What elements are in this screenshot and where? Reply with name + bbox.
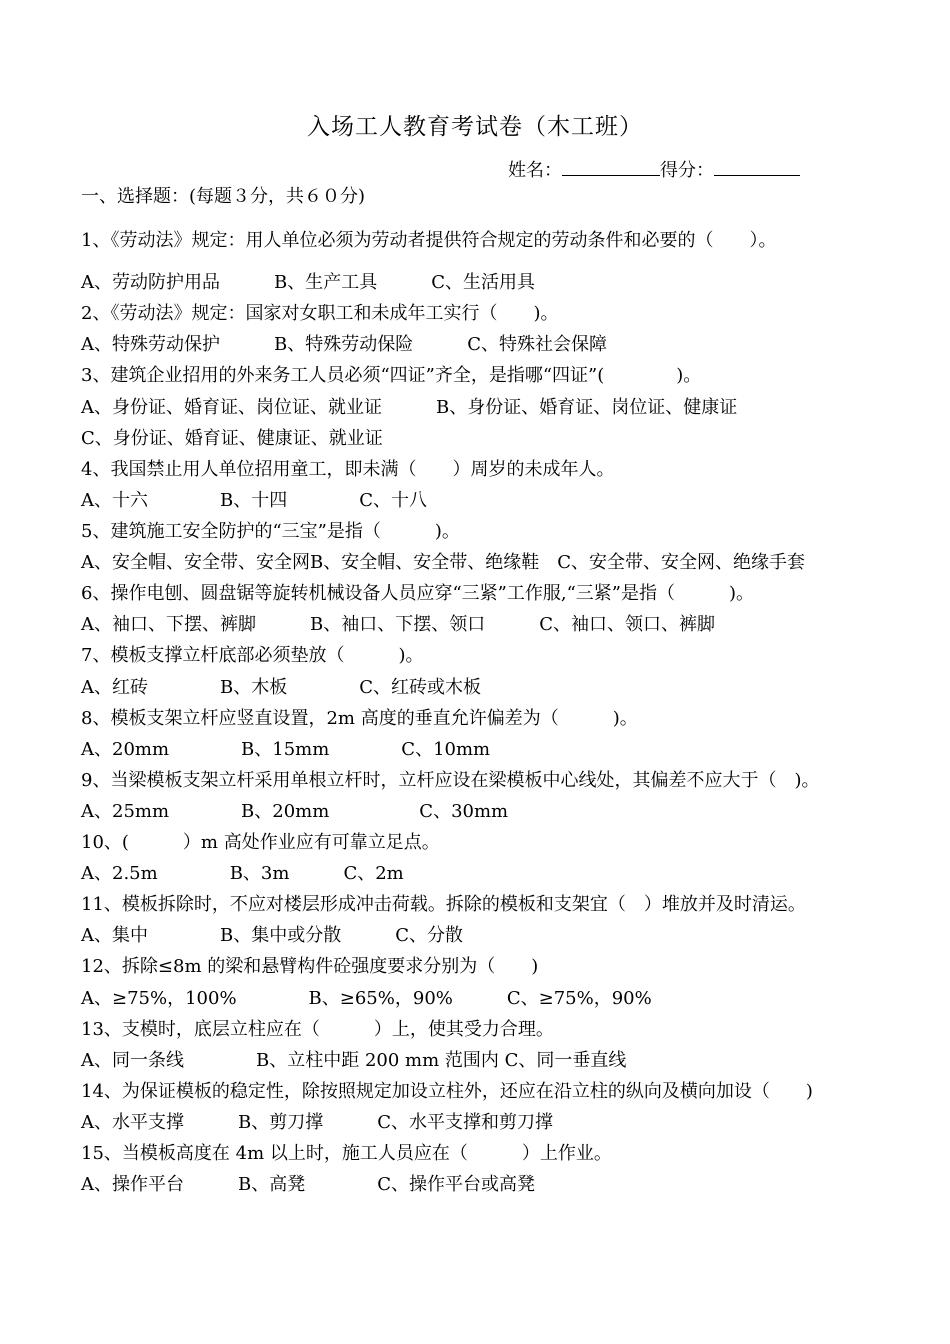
question-7: 7、模板支撑立杆底部必须垫放（ )。: [81, 645, 424, 666]
question-15: 15、当模板高度在 4m 以上时，施工人员应在（ ）上作业。: [81, 1143, 612, 1164]
options-5: A、安全帽、安全带、安全网B、安全帽、安全带、绝缘鞋 C、安全带、安全网、绝缘手套: [81, 552, 805, 573]
options-9: A、25mm B、20mm C、30mm: [81, 801, 509, 822]
page-title: 入场工人教育考试卷（木工班）: [307, 114, 643, 140]
options-8: A、20mm B、15mm C、10mm: [81, 739, 491, 760]
name-blank[interactable]: [562, 157, 660, 176]
question-9: 9、当梁模板支架立杆采用单根立杆时，立杆应设在梁模板中心线处，其偏差不应大于（ )。: [81, 770, 820, 791]
section-heading: 一、选择题：(每题３分，共６０分): [81, 186, 366, 207]
question-10: 10、( ）m 高处作业应有可靠立足点。: [81, 832, 440, 853]
question-2: 2、《劳动法》规定：国家对女职工和未成年工实行（ )。: [81, 303, 559, 324]
options-11: A、集中 B、集中或分散 C、分散: [81, 925, 463, 946]
options-6: A、袖口、下摆、裤脚 B、袖口、下摆、领口 C、袖口、领口、裤脚: [81, 614, 715, 635]
options-12: A、≥75%，100% B、≥65%，90% C、≥75%，90%: [81, 988, 652, 1009]
question-13: 13、支模时，底层立柱应在（ ）上，使其受力合理。: [81, 1019, 554, 1040]
question-12: 12、拆除≤8m 的梁和悬臂构件砼强度要求分别为（ ): [81, 956, 539, 977]
options-4: A、十六 B、十四 C、十八: [81, 490, 427, 511]
options-3a: A、身份证、婚育证、岗位证、就业证 B、身份证、婚育证、岗位证、健康证: [81, 397, 738, 418]
options-13: A、同一条线 B、立柱中距 200 mm 范围内 C、同一垂直线: [81, 1050, 627, 1071]
question-11: 11、模板拆除时，不应对楼层形成冲击荷载。拆除的模板和支架宜（ ）堆放并及时清运。: [81, 894, 806, 915]
options-15: A、操作平台 B、高凳 C、操作平台或高凳: [81, 1174, 535, 1195]
options-3b: C、身份证、婚育证、健康证、就业证: [81, 428, 383, 449]
question-3: 3、建筑企业招用的外来务工人员必须“四证”齐全，是指哪“四证”( )。: [81, 365, 702, 386]
name-label: 姓名：: [508, 160, 562, 181]
options-2: A、特殊劳动保护 B、特殊劳动保险 C、特殊社会保障: [81, 334, 607, 355]
question-8: 8、模板支架立杆应竖直设置，2m 高度的垂直允许偏差为（ )。: [81, 708, 638, 729]
question-5: 5、建筑施工安全防护的“三宝”是指（ )。: [81, 521, 460, 542]
question-6: 6、操作电刨、圆盘锯等旋转机械设备人员应穿“三紧”工作服,“三紧”是指（ )。: [81, 583, 755, 604]
score-label: 得分：: [660, 160, 714, 181]
name-score-bar: [508, 156, 800, 182]
question-4: 4、我国禁止用人单位招用童工，即未满（ ）周岁的未成年人。: [81, 459, 615, 480]
question-14: 14、为保证模板的稳定性，除按照规定加设立柱外，还应在沿立柱的纵向及横向加设（ ): [81, 1081, 813, 1102]
options-14: A、水平支撑 B、剪刀撑 C、水平支撑和剪刀撑: [81, 1112, 553, 1133]
options-10: A、2.5m B、3m C、2m: [81, 863, 404, 884]
score-blank[interactable]: [714, 157, 800, 176]
options-7: A、红砖 B、木板 C、红砖或木板: [81, 677, 481, 698]
question-1: 1、《劳动法》规定：用人单位必须为劳动者提供符合规定的劳动条件和必要的（ ）。: [81, 230, 777, 251]
options-1: A、劳动防护用品 B、生产工具 C、生活用具: [81, 272, 535, 293]
